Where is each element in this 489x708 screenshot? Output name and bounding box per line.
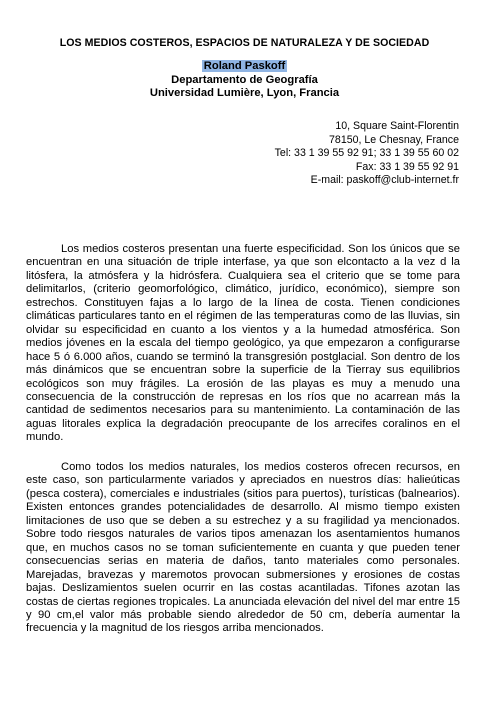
author-name[interactable]: Roland Paskoff	[203, 60, 286, 72]
author-department: Departamento de Geografía	[171, 73, 318, 86]
author-line	[0, 60, 489, 74]
address-fax: Fax: 33 1 39 55 92 91	[355, 160, 459, 173]
author-university: Universidad Lumière, Lyon, Francia	[149, 87, 340, 99]
address-email: E-mail: paskoff@club-internet.fr	[310, 174, 459, 186]
address-street: 10, Square Saint-Florentin	[335, 120, 459, 132]
author-block	[0, 60, 489, 101]
address-city: 78150, Le Chesnay, France	[329, 133, 459, 146]
body-paragraph-2: Como todos los medios naturales, los medios costeros ofrecen recursos, en este caso, son particularmente variados y apreciados en nuestros días: halieúticas (pesca costera), comerciales e industriales (sitios para puertos), turísticas (balnearios). Existen entonces grandes potencialidades de desarrollo. Al mismo tiempo existen limitaciones de uso que se deben a su estrechez y a su fragilidad ya mencionados. Sobre todo riesgos naturales de varios tipos amenazan los asentamientos humanos que, en muchos casos no se toman suficientemente en cuanta y que pueden tener consecuencias serias en materia de daños, tanto materiales como personales. Marejadas, bravezas y maremotos provocan submersiones y erosiones de costas bajas. Deslizamientos suelen ocurrir en las costas acantiladas. Tifones azotan las costas de ciertas regiones tropicales. La anunciada elevación del nivel del mar entre 15 y 90 cm,el valor más probable siendo alrededor de 50 cm, debería aumentar la frecuencia y la magnitud de los riesgos arriba mencionados.	[26, 461, 460, 635]
address-tel: Tel: 33 1 39 55 92 91; 33 1 39 55 60 02	[274, 147, 459, 159]
document-title: LOS MEDIOS COSTEROS, ESPACIOS DE NATURALEZA Y DE SOCIEDAD	[59, 37, 430, 49]
body-paragraph-1: Los medios costeros presentan una fuerte especificidad. Son los únicos que se encuentran en una situación de triple interfase, ya que son elcontacto a la vez d la litósfera, la atmósfera y la hidrósfera. Cualquiera sea el criterio que se tome para delimitarlos, (criterio geomorfológico, climático, jurídico, económico), siempre son estrechos. Constituyen fajas a lo largo de la línea de costa. Tienen condiciones climáticas particulares tanto en el régimen de las temperaturas como de las lluvias, sin olvidar su especificidad en cuanto a los vientos y a la humedad atmosférica. Son medios jóvenes en la escala del tiempo geológico, ya que empezaron a configurarse hace 5 ó 6.000 años, cuando se terminó la transgresión postglacial. Son dentro de los más dinámicos que se encuentran sobre la superficie de la Tierray sus equilibrios ecológicos son muy frágiles. La erosión de las playas es muy a menudo una consecuencia de la construcción de represas en los ríos que no acarrean más la cantidad de sedimentos necesarios para su mantenimiento. La contaminación de las aguas litorales explica la degradación preocupante de los arrecifes coralinos en el mundo.	[26, 243, 460, 444]
address-block	[275, 120, 459, 188]
